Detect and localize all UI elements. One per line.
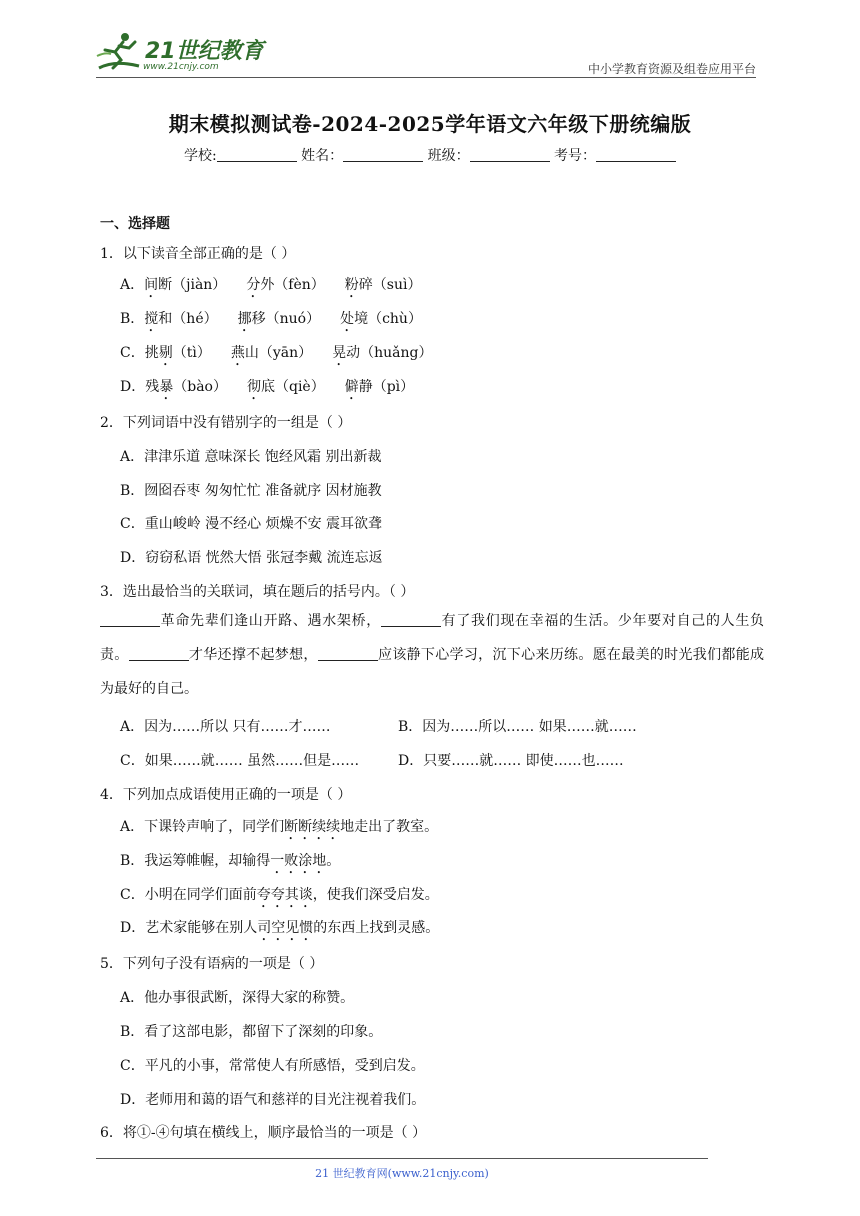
passage-text: 才华还撑不起梦想， — [188, 647, 318, 663]
student-info — [0, 145, 860, 165]
dotted-char: 僻 — [344, 379, 359, 395]
dotted-char: 挪 — [237, 311, 252, 327]
question-1-option-c[interactable] — [120, 342, 432, 369]
option-text: C．小明在同学们面前 — [120, 887, 257, 903]
number-field[interactable] — [596, 147, 676, 162]
passage-text: 应该静下心学习，沉下心来历练。愿在最美的时光我们都能成为最好的自己。 — [100, 647, 765, 697]
question-5-option-b[interactable]: B．看了这部电影，都留下了深刻的印象。 — [120, 1024, 383, 1040]
dotted-char: 分 — [246, 277, 261, 293]
header-divider — [96, 77, 756, 78]
page-title: 期末模拟测试卷-2024-2025学年语文六年级下册统编版 — [168, 112, 692, 136]
option-text: 底（qiè） — [260, 379, 325, 395]
passage-text: 有了我们现在幸福的生活。少年要对自己的人生负责。 — [100, 613, 765, 663]
question-4-option-d[interactable] — [120, 917, 439, 944]
question-3-option-d[interactable]: D．只要……就…… 即使……也…… — [398, 753, 624, 769]
question-5-stem: 5．下列句子没有语病的一项是（ ） — [100, 956, 324, 972]
option-text: 的东西上找到灵感。 — [313, 920, 440, 936]
question-3-stem: 3．选出最恰当的关联词，填在题后的括号内。（ ） — [100, 584, 415, 600]
section-heading: 一、选择题 — [100, 216, 170, 232]
option-text: 山（yān） — [244, 345, 313, 361]
page-header — [0, 0, 860, 80]
question-4-stem: 4．下列加点成语使用正确的一项是（ ） — [100, 787, 352, 803]
school-label: 学校: — [183, 148, 217, 164]
logo-text: 21世纪教育 — [145, 39, 264, 64]
number-label: 考号： — [554, 148, 597, 164]
question-3-option-b[interactable]: B．因为……所以…… 如果……就…… — [398, 719, 637, 735]
option-text: 移（nuó） — [251, 311, 321, 327]
blank[interactable] — [129, 646, 189, 661]
question-2-stem: 2．下列词语中没有错别字的一组是（ ） — [100, 415, 352, 431]
logo-url: www.21cnjy.com — [143, 62, 219, 72]
option-text: 碎（suì） — [358, 277, 422, 293]
option-text: 地走出了教室。 — [340, 819, 439, 835]
option-letter: B． — [120, 311, 145, 327]
question-3-passage — [100, 604, 764, 706]
class-field[interactable] — [470, 147, 550, 162]
dotted-idiom: 一败涂地 — [270, 853, 327, 869]
footer-text[interactable]: 21 世纪教育网(www.21cnjy.com) — [315, 1167, 489, 1180]
dotted-char: 间 — [144, 277, 159, 293]
passage-text: 革命先辈们逢山开路、遇水架桥， — [160, 613, 381, 629]
dotted-char: 晃 — [332, 345, 347, 361]
question-2-option-a[interactable]: A．津津乐道 意味深长 饱经风霜 别出新裁 — [120, 449, 382, 465]
question-2-option-d[interactable]: D．窃窃私语 恍然大悟 张冠李戴 流连忘返 — [120, 550, 383, 566]
dotted-char: 处 — [340, 311, 355, 327]
dotted-idiom: 夸夸其谈 — [256, 887, 313, 903]
question-5-option-d[interactable]: D．老师用和蔼的语气和慈祥的目光注视着我们。 — [120, 1092, 426, 1108]
option-letter: C．挑 — [120, 345, 159, 361]
option-text: ，使我们深受启发。 — [312, 887, 439, 903]
footer-divider — [96, 1158, 708, 1159]
option-text: 。 — [326, 853, 341, 869]
option-text: B．我运筹帷幄，却输得 — [120, 853, 271, 869]
option-letter: A． — [120, 277, 145, 293]
dotted-char: 暴 — [159, 379, 174, 395]
logo — [95, 30, 270, 76]
name-label: 姓名： — [301, 148, 344, 164]
option-text: （tì） — [172, 345, 211, 361]
question-1-option-b[interactable] — [120, 308, 422, 335]
dotted-char: 燕 — [230, 345, 245, 361]
option-text: （bào） — [173, 379, 227, 395]
dotted-idiom: 断断续续 — [284, 819, 341, 835]
dotted-char: 剔 — [158, 345, 173, 361]
question-5-option-c[interactable]: C．平凡的小事，常常使人有所感悟，受到启发。 — [120, 1058, 425, 1074]
option-text: A．下课铃声响了，同学们 — [120, 819, 285, 835]
dotted-char: 粉 — [344, 277, 359, 293]
dotted-char: 彻 — [246, 379, 261, 395]
blank[interactable] — [100, 612, 160, 627]
question-1-option-a[interactable] — [120, 274, 421, 301]
question-3-option-a[interactable]: A．因为……所以 只有……才…… — [120, 719, 331, 735]
platform-name: 中小学教育资源及组卷应用平台 — [587, 62, 756, 76]
option-text: 断（jiàn） — [158, 277, 227, 293]
question-1-stem: 1．以下读音全部正确的是（ ） — [100, 246, 296, 262]
question-4-option-b[interactable] — [120, 850, 340, 877]
option-letter: D．残 — [120, 379, 160, 395]
question-1-option-d[interactable] — [120, 376, 414, 403]
dotted-char: 搅 — [144, 311, 159, 327]
option-text: 静（pì） — [358, 379, 415, 395]
question-3-option-c[interactable]: C．如果……就…… 虽然……但是…… — [120, 753, 360, 769]
dotted-idiom: 司空见惯 — [257, 920, 314, 936]
question-2-option-c[interactable]: C．重山峻岭 漫不经心 烦燥不安 震耳欲聋 — [120, 516, 383, 532]
question-4-option-a[interactable] — [120, 816, 438, 843]
class-label: 班级： — [427, 148, 470, 164]
runner-logo-icon — [95, 30, 143, 74]
question-2-option-b[interactable]: B．囫囵吞枣 匆匆忙忙 准备就序 因材施教 — [120, 483, 382, 499]
question-4-option-c[interactable] — [120, 884, 439, 911]
name-field[interactable] — [343, 147, 423, 162]
school-field[interactable] — [217, 147, 297, 162]
option-text: 和（hé） — [158, 311, 218, 327]
option-text: 境（chù） — [354, 311, 422, 327]
question-6-stem: 6．将①-④句填在横线上，顺序最恰当的一项是（ ） — [100, 1125, 427, 1141]
option-text: 动（huǎng） — [346, 345, 433, 361]
blank[interactable] — [318, 646, 378, 661]
option-text: 外（fèn） — [260, 277, 325, 293]
question-5-option-a[interactable]: A．他办事很武断，深得大家的称赞。 — [120, 990, 355, 1006]
option-text: D．艺术家能够在别人 — [120, 920, 258, 936]
blank[interactable] — [381, 612, 441, 627]
